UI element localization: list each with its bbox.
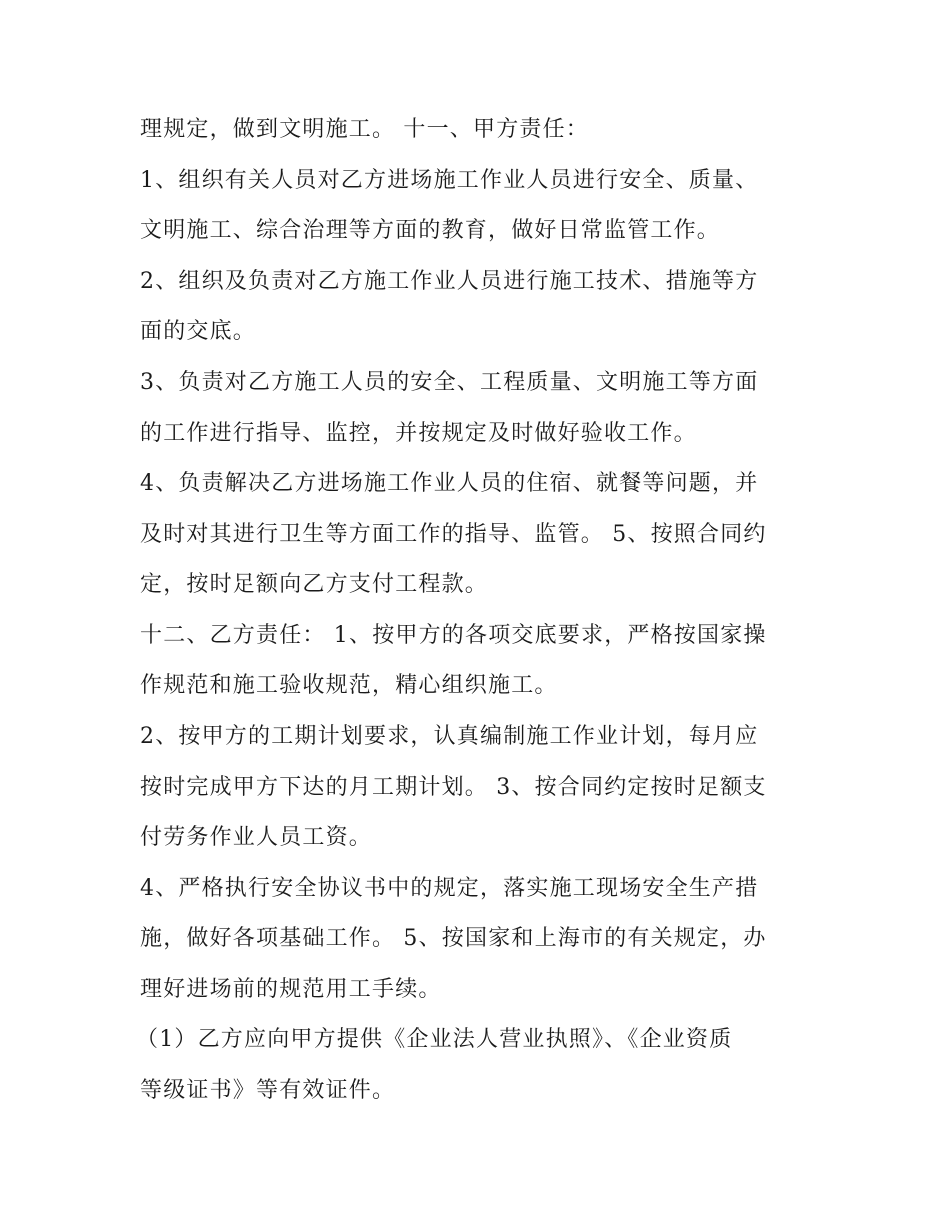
text-line: 理规定，做到文明施工。 十一、甲方责任：	[140, 117, 589, 142]
text-line: 文明施工、综合治理等方面的教育，做好日常监管工作。	[140, 218, 721, 243]
text-line: 施，做好各项基础工作。 5、按国家和上海市的有关规定，办	[140, 926, 767, 951]
text-line: （1）乙方应向甲方提供《企业法人营业执照》、《企业资质	[136, 1027, 733, 1052]
text-line: 作规范和施工验收规范，精心组织施工。	[140, 673, 558, 698]
text-line: 按时完成甲方下达的月工期计划。 3、按合同约定按时足额支	[140, 775, 767, 800]
text-line: 及时对其进行卫生等方面工作的指导、监管。 5、按照合同约	[140, 522, 767, 547]
text-line: 1、组织有关人员对乙方进场施工作业人员进行安全、质量、	[140, 168, 759, 193]
text-line: 4、负责解决乙方进场施工作业人员的住宿、就餐等问题，并	[140, 471, 759, 496]
text-line: 的工作进行指导、监控，并按规定及时做好验收工作。	[140, 421, 697, 446]
text-line: 面的交底。	[140, 319, 257, 344]
text-line: 等级证书》等有效证件。	[140, 1078, 396, 1103]
text-line: 2、组织及负责对乙方施工作业人员进行施工技术、措施等方	[140, 269, 759, 294]
text-line: 3、负责对乙方施工人员的安全、工程质量、文明施工等方面	[140, 370, 759, 395]
text-line: 十二、乙方责任： 1、按甲方的各项交底要求，严格按国家操	[140, 623, 767, 648]
text-line: 2、按甲方的工期计划要求，认真编制施工作业计划，每月应	[140, 724, 759, 749]
text-line: 定，按时足额向乙方支付工程款。	[140, 572, 489, 597]
text-line: 4、严格执行安全协议书中的规定，落实施工现场安全生产措	[140, 876, 759, 901]
text-line: 付劳务作业人员工资。	[140, 825, 373, 850]
text-line: 理好进场前的规范用工手续。	[140, 977, 442, 1002]
